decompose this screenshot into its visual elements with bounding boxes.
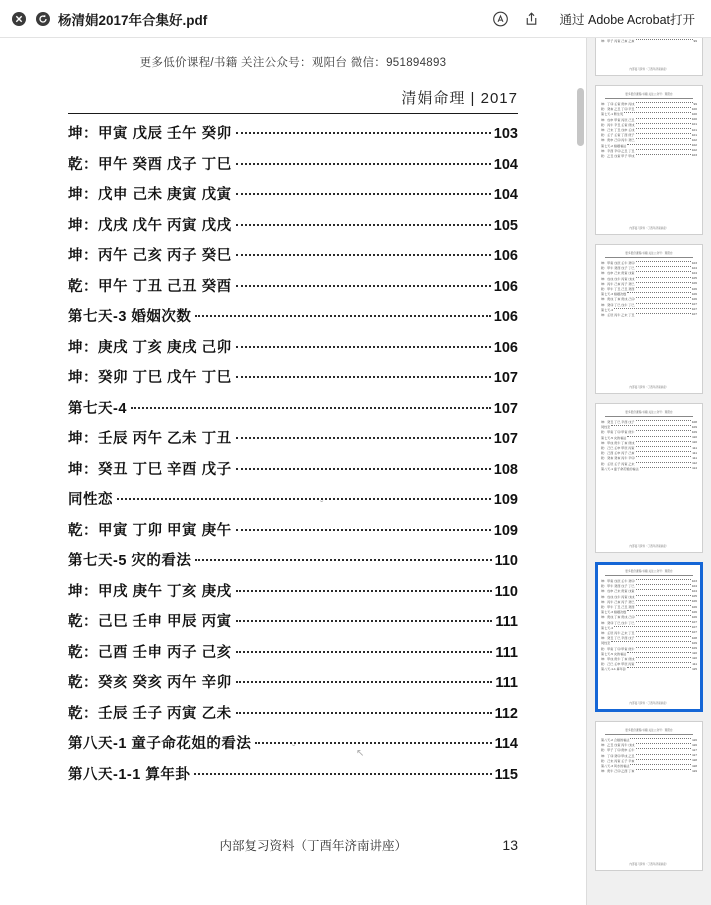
toc-row[interactable] xyxy=(68,183,518,214)
toc-label: 坤：庚戌 丁亥 庚戌 己卯 xyxy=(68,339,232,356)
toc-page: 106 xyxy=(493,309,518,325)
thumb-footer: 内部复习资料（丁酉年济南讲座） xyxy=(629,68,669,71)
toc-row[interactable] xyxy=(68,366,518,397)
thumb-line: 坤：甲寅 戊辰 壬午 癸卯 103 xyxy=(601,260,697,266)
toc-label: 第七天-4 xyxy=(68,400,127,417)
thumb-line: 坤：丙午 己亥 丙子 癸巳 106 xyxy=(601,281,697,286)
thumb-footer: 内部复习资料（丁酉年济南讲座） xyxy=(629,702,669,705)
toc-leader xyxy=(236,346,491,348)
titlebar-left-controls xyxy=(10,9,207,29)
toc-label: 乾：甲寅 丁卯 甲寅 庚午 xyxy=(68,522,232,539)
share-icon[interactable] xyxy=(523,10,540,27)
thumb-line: 第七天-4 107 xyxy=(601,625,697,630)
thumb-rule xyxy=(605,734,693,735)
toc-page: 107 xyxy=(493,400,518,417)
vertical-scrollbar[interactable] xyxy=(577,44,584,864)
toc-page: 107 xyxy=(493,370,518,386)
thumb-line: 乾：壬辰 壬子 丙寅 乙未 112 xyxy=(601,461,697,466)
document-title: 杨清娟2017年合集好.pdf xyxy=(58,12,208,28)
toc-row[interactable] xyxy=(68,519,518,550)
toc-page: 111 xyxy=(495,614,518,630)
toc-label: 第七天-3 婚姻次数 xyxy=(68,309,192,325)
thumb-line: 坤：丙午 己亥 丙子 癸巳 106 xyxy=(601,599,697,604)
toc-leader xyxy=(236,590,492,592)
toc-row[interactable] xyxy=(68,702,518,733)
thumb-line: 第八天-3 风水的看法 118 xyxy=(601,763,697,769)
thumb-line: 坤：戊申 己未 庚寅 戊寅 104 xyxy=(601,588,697,594)
toc-label: 坤：丙午 己亥 丙子 癸巳 xyxy=(68,248,232,264)
toc-page: 109 xyxy=(493,522,518,539)
toc-label: 坤：戊申 己未 庚寅 戊寅 xyxy=(68,187,232,203)
refresh-icon[interactable] xyxy=(34,10,51,27)
toc-leader xyxy=(236,712,492,714)
toc-page: 104 xyxy=(493,187,518,203)
thumb-line: 坤：癸丑 丁巳 辛酉 戊子 108 xyxy=(601,635,697,641)
toc-leader xyxy=(236,224,491,226)
thumb-line: 第七天-4 107 xyxy=(601,307,697,312)
thumb-line: 坤：甲子 丙寅 己亥 乙亥 99 xyxy=(601,38,697,44)
thumb-footer: 内部复习资料（丁酉年济南讲座） xyxy=(629,863,669,866)
toc-page: 109 xyxy=(493,492,518,508)
toc-page: 115 xyxy=(494,766,518,783)
toc-page: 110 xyxy=(494,583,518,600)
toc-page: 105 xyxy=(493,217,518,234)
page-subtitle: 清娟命理 | 2017 xyxy=(401,90,518,107)
toc-label: 坤：甲寅 戊辰 壬午 癸卯 xyxy=(68,126,232,142)
thumbnail-page[interactable] xyxy=(595,244,703,394)
thumb-line: 乾：甲午 癸酉 戊子 丁巳 104 xyxy=(601,265,697,271)
thumb-line: 坤：戊申 己未 庚寅 戊寅 104 xyxy=(601,270,697,276)
toc-page: 108 xyxy=(493,461,518,478)
thumb-line: 坤：丁卯 壬寅 庚申 丙戌 99 xyxy=(601,101,697,107)
toc-page: 103 xyxy=(493,126,518,142)
thumb-line: 坤：壬辰 丙午 乙未 丁丑 107 xyxy=(601,630,697,635)
thumb-line: 乾：己巳 壬申 甲辰 丙寅 111 xyxy=(601,445,697,451)
titlebar xyxy=(0,0,711,38)
page-header-note: 更多低价课程/书籍 关注公众号：观阳台 微信：951894893 xyxy=(139,57,447,69)
thumb-rule xyxy=(605,98,693,99)
thumb-line: 乾：甲午 癸酉 戊子 丁巳 104 xyxy=(601,583,697,589)
thumb-rule xyxy=(605,575,693,576)
thumb-line: 第七天-5 灾的看法 110 xyxy=(601,651,697,656)
toc-page: 111 xyxy=(495,675,518,691)
toc-row[interactable] xyxy=(68,580,518,611)
toc-leader xyxy=(131,407,491,409)
thumbnail-rail[interactable] xyxy=(587,38,711,905)
toc-label: 乾：甲午 丁丑 己丑 癸酉 xyxy=(68,278,232,295)
toc-row[interactable] xyxy=(68,397,518,428)
stray-mark: ˇ xyxy=(320,500,324,511)
thumb-line: 乾：癸亥 癸亥 丙午 辛卯 111 xyxy=(601,455,697,461)
thumb-line: 同性恋 109 xyxy=(601,640,697,646)
thumb-line: 乾：甲午 丁丑 己丑 癸酉 106 xyxy=(601,604,697,610)
toc-leader xyxy=(236,193,491,195)
toc-label: 乾：壬辰 壬子 丙寅 乙未 xyxy=(68,705,232,722)
toc-page: 114 xyxy=(494,736,518,752)
toc-row[interactable] xyxy=(68,641,518,672)
thumb-line: 第八天-1-1 算年卦 115 xyxy=(601,666,697,672)
toc-row[interactable] xyxy=(68,305,518,336)
thumb-line: 坤：己未 丁丑 戊申 壬戌 101 xyxy=(601,127,697,133)
thumb-line: 第七天-3 婚姻次数 106 xyxy=(601,609,697,615)
thumb-line: 坤：戊戌 戊午 丙寅 戊戌 105 xyxy=(601,594,697,599)
toc-leader xyxy=(236,376,491,378)
toc-label: 乾：己巳 壬申 甲辰 丙寅 xyxy=(68,614,232,630)
thumb-line: 坤：庚戌 丁亥 庚戌 己卯 106 xyxy=(601,296,697,302)
page-view[interactable] xyxy=(0,38,587,905)
thumb-line: 乾：甲子 丁卯 庚申 壬午 117 xyxy=(601,747,697,753)
thumb-footer: 内部复习资料（丁酉年济南讲座） xyxy=(629,386,669,389)
toc-leader xyxy=(236,529,491,531)
thumb-line: 坤：丁卯 癸卯 甲戌 乙丑 117 xyxy=(601,753,697,758)
thumb-line: 坤：庚午 己卯 乙酉 丁亥 119 xyxy=(601,768,697,774)
toc-row[interactable] xyxy=(68,549,518,580)
close-icon[interactable] xyxy=(10,10,27,27)
toc-leader xyxy=(236,681,493,683)
page-footer xyxy=(8,836,578,854)
toc-label: 乾：己酉 壬申 丙子 己亥 xyxy=(68,644,232,661)
toc-page: 112 xyxy=(494,705,518,722)
thumb-line: 第七天-5 灾的看法 110 xyxy=(601,435,697,440)
thumb-line: 乾：壬子 壬寅 丁酉 庚子 101 xyxy=(601,132,697,138)
toc-row[interactable] xyxy=(68,122,518,153)
thumb-footer: 内部复习资料（丁酉年济南讲座） xyxy=(629,227,669,230)
thumb-line: 乾：丙午 辛丑 壬寅 庚戌 101 xyxy=(601,122,697,127)
thumb-line: 坤：戊申 甲寅 丙辰 己丑 100 xyxy=(601,117,697,122)
toc-page: 111 xyxy=(495,644,518,661)
thumb-line: 乾：癸亥 乙丑 丁卯 辛丑 100 xyxy=(601,106,697,112)
thumb-line: 乾：甲寅 丁卯 甲寅 庚午 109 xyxy=(601,429,697,435)
toc-row[interactable] xyxy=(68,458,518,489)
toc-leader xyxy=(236,163,491,165)
toc-row[interactable] xyxy=(68,214,518,245)
toc-label: 同性恋 xyxy=(68,492,113,508)
thumb-line: 坤：癸卯 丁巳 戊午 丁巳 107 xyxy=(601,302,697,307)
thumb-line: 坤：壬辰 丙午 乙未 丁丑 107 xyxy=(601,312,697,317)
thumb-line: 乾：己巳 壬申 甲辰 丙寅 111 xyxy=(601,661,697,667)
thumbnail-page[interactable] xyxy=(595,721,703,871)
thumb-line: 同性恋 109 xyxy=(601,424,697,430)
toc-label: 第八天-1 童子命花姐的看法 xyxy=(68,736,252,752)
toc-row[interactable] xyxy=(68,244,518,275)
toc-leader xyxy=(236,132,491,134)
toc-label: 坤：戊戌 戊午 丙寅 戊戌 xyxy=(68,217,232,234)
thumb-line: 乾：甲午 丁丑 己丑 癸酉 106 xyxy=(601,286,697,292)
thumb-rule xyxy=(605,416,693,417)
toc-row[interactable] xyxy=(68,610,518,641)
thumbnail-page[interactable] xyxy=(595,38,703,76)
page-number: 13 xyxy=(502,837,518,853)
thumb-line: 乾：己未 丙寅 壬子 辛亥 118 xyxy=(601,758,697,763)
thumb-line: 坤：癸丑 丁巳 辛酉 戊子 108 xyxy=(601,419,697,425)
toc-row[interactable] xyxy=(68,763,518,794)
thumb-header: 更多低价课程/书籍 关注公众号：观阳台 xyxy=(625,729,673,732)
toc-page: 104 xyxy=(493,156,518,173)
cursor-mark: ↖ xyxy=(356,748,365,759)
thumb-line: 坤：癸卯 丁巳 戊午 丁巳 107 xyxy=(601,620,697,625)
toc-page: 107 xyxy=(493,431,518,447)
toc-row[interactable] xyxy=(68,427,518,458)
thumb-header: 更多低价课程/书籍 关注公众号：观阳台 xyxy=(625,93,673,96)
thumb-footer: 内部复习资料（丁酉年济南讲座） xyxy=(629,545,669,548)
thumb-line: 第七天-2 婚姻看法 102 xyxy=(601,143,697,148)
thumb-header: 更多低价课程/书籍 关注公众号：观阳台 xyxy=(625,411,673,414)
toc-row[interactable] xyxy=(68,488,518,519)
toc-leader xyxy=(236,285,491,287)
thumb-line: 坤：乙丑 戊寅 丙午 戊戌 116 xyxy=(601,742,697,748)
thumb-header: 更多低价课程/书籍 关注公众号：观阳台 xyxy=(625,570,673,573)
toc-row[interactable] xyxy=(68,336,518,367)
toc-leader xyxy=(195,559,491,561)
stray-mark: ˇ xyxy=(292,744,296,755)
thumb-line: 坤：甲戌 庚午 丁亥 庚戌 110 xyxy=(601,656,697,661)
thumb-line: 第八天-2 合婚的看法 116 xyxy=(601,737,697,743)
toc-label: 第七天-5 灾的看法 xyxy=(68,553,192,569)
toc-leader xyxy=(236,620,493,622)
toc-label: 乾：癸亥 癸亥 丙午 辛卯 xyxy=(68,675,232,691)
thumbnail-page-selected[interactable] xyxy=(595,562,703,712)
toc-label: 坤：甲戌 庚午 丁亥 庚戌 xyxy=(68,583,232,600)
thumbnail-page[interactable] xyxy=(595,85,703,235)
header-rule xyxy=(68,113,518,114)
toc-label: 第八天-1-1 算年卦 xyxy=(68,766,191,783)
thumb-line: 坤：甲寅 戊辰 壬午 癸卯 103 xyxy=(601,578,697,584)
thumb-line: 第八天-1 童子命花姐的看法 114 xyxy=(601,466,697,471)
toc-leader xyxy=(236,468,491,470)
toc-page: 110 xyxy=(494,553,518,569)
table-of-contents xyxy=(68,122,518,793)
toc-label: 坤：壬辰 丙午 乙未 丁丑 xyxy=(68,431,232,447)
thumb-line: 坤：庚申 己卯 丙午 癸巳 102 xyxy=(601,137,697,143)
thumb-line: 坤：庚戌 丁亥 庚戌 己卯 106 xyxy=(601,614,697,620)
thumb-line: 坤：戊戌 戊午 丙寅 戊戌 105 xyxy=(601,276,697,281)
toc-row[interactable] xyxy=(68,153,518,184)
thumb-line: 坤：辛酉 辛卯 乙丑 丁丑 102 xyxy=(601,148,697,153)
markup-icon[interactable] xyxy=(492,10,509,27)
toc-page: 106 xyxy=(493,339,518,356)
thumb-rule xyxy=(605,257,693,258)
titlebar-right-controls xyxy=(492,7,701,31)
toc-leader xyxy=(195,315,490,317)
thumbnail-page[interactable] xyxy=(595,403,703,553)
toc-leader xyxy=(236,437,491,439)
toc-page: 106 xyxy=(493,248,518,264)
thumb-line: 第七天-3 婚姻次数 106 xyxy=(601,291,697,297)
toc-page: 106 xyxy=(493,278,518,295)
toc-leader xyxy=(236,651,493,653)
toc-leader xyxy=(117,498,491,500)
toc-leader xyxy=(255,742,491,744)
scrollbar-thumb[interactable] xyxy=(577,88,584,146)
toc-leader xyxy=(236,254,491,256)
thumb-line: 乾：乙丑 戊寅 甲子 甲戌 103 xyxy=(601,153,697,158)
toc-row[interactable] xyxy=(68,275,518,306)
open-in-acrobat-button[interactable]: 通过 Adobe Acrobat打开 xyxy=(554,7,701,31)
toc-row[interactable] xyxy=(68,671,518,702)
thumb-line: 乾：甲寅 丁卯 甲寅 庚午 109 xyxy=(601,646,697,651)
thumb-line: 坤：甲戌 庚午 丁亥 庚戌 110 xyxy=(601,440,697,445)
pdf-page xyxy=(8,38,578,898)
thumb-line: 乾：己酉 壬申 丙子 己亥 111 xyxy=(601,450,697,456)
thumb-header: 更多低价课程/书籍 关注公众号：观阳台 xyxy=(625,252,673,255)
toc-label: 坤：癸丑 丁巳 辛酉 戊子 xyxy=(68,461,232,478)
viewer-body xyxy=(0,38,711,905)
toc-leader xyxy=(194,773,491,775)
toc-label: 乾：甲午 癸酉 戊子 丁巳 xyxy=(68,156,232,173)
toc-label: 坤：癸卯 丁巳 戊午 丁巳 xyxy=(68,370,232,386)
footer-note: 内部复习资料（丁酉年济南讲座） xyxy=(219,839,407,853)
thumb-line: 第七天-1 断生死 100 xyxy=(601,111,697,117)
